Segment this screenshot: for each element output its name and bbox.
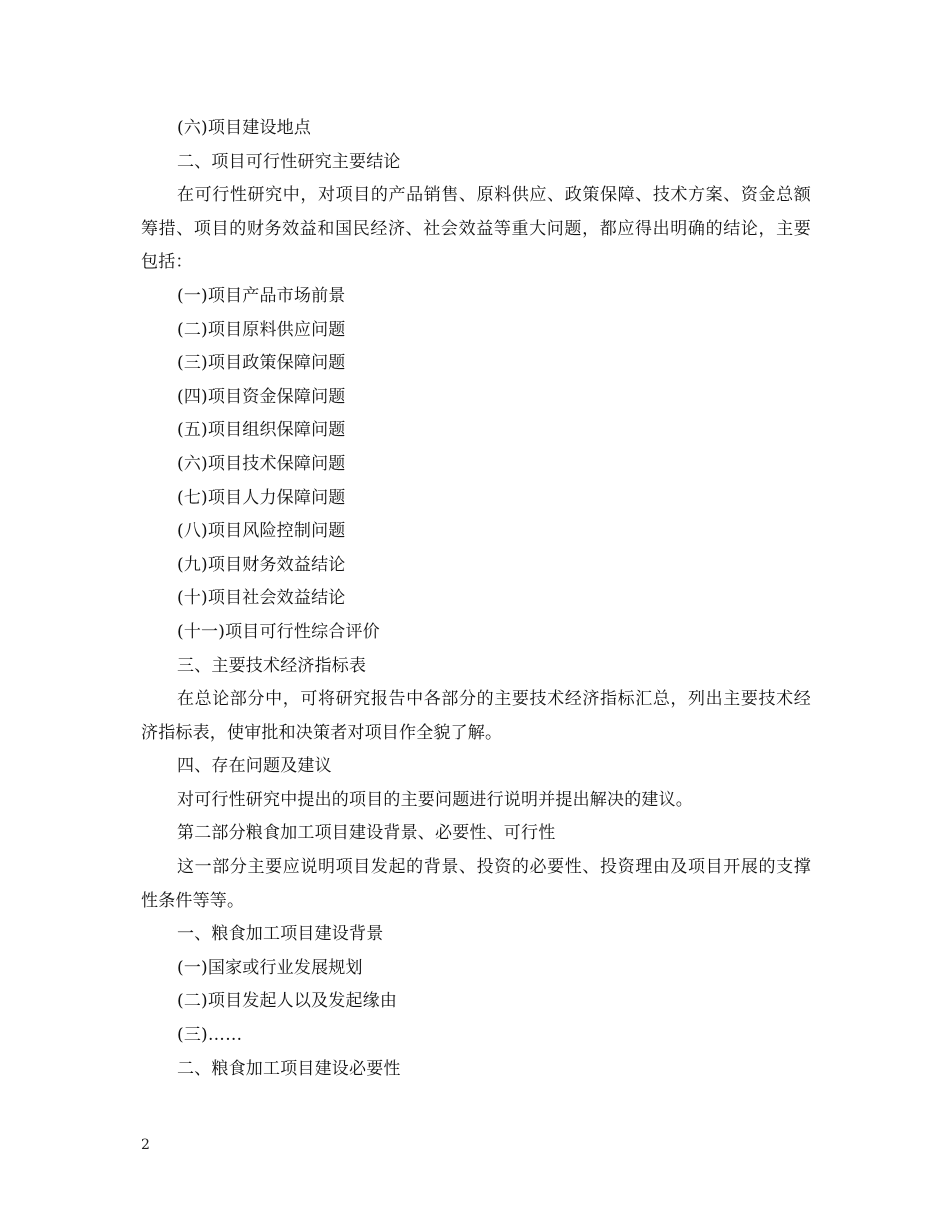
list-item: (一)项目产品市场前景	[177, 285, 346, 306]
section-heading: 三、主要技术经济指标表	[177, 655, 367, 676]
list-item: (八)项目风险控制问题	[177, 521, 346, 542]
list-item: (二)项目发起人以及发起缘由	[177, 991, 398, 1012]
paragraph: 这一部分主要应说明项目发起的背景、投资的必要性、投资理由及项目开展的支撑性条件等等。	[141, 857, 811, 911]
list-item: (一)国家或行业发展规划	[177, 957, 363, 978]
list-item: (三)……	[177, 1025, 243, 1046]
page-number: 2	[141, 1137, 150, 1153]
section-heading: 四、存在问题及建议	[177, 756, 332, 777]
paragraph: 对可行性研究中提出的项目的主要问题进行说明并提出解决的建议。	[177, 789, 693, 810]
section-heading: 二、粮食加工项目建设必要性	[177, 1058, 401, 1079]
list-item: (五)项目组织保障问题	[177, 420, 346, 441]
list-item: (六)项目技术保障问题	[177, 453, 346, 474]
document-body	[141, 112, 811, 1086]
list-item: (七)项目人力保障问题	[177, 487, 346, 508]
list-item: (十)项目社会效益结论	[177, 588, 346, 609]
list-item: (四)项目资金保障问题	[177, 386, 346, 407]
list-item: (二)项目原料供应问题	[177, 319, 346, 340]
paragraph: (六)项目建设地点	[177, 118, 312, 138]
paragraph: 在可行性研究中，对项目的产品销售、原料供应、政策保障、技术方案、资金总额筹措、项目的财务效益和国民经济、社会效益等重大问题，都应得出明确的结论，主要包括：	[141, 185, 811, 273]
part-heading: 第二部分粮食加工项目建设背景、必要性、可行性	[177, 823, 556, 844]
section-heading: 二、项目可行性研究主要结论	[177, 151, 401, 172]
list-item: (九)项目财务效益结论	[177, 554, 346, 575]
list-item: (三)项目政策保障问题	[177, 353, 346, 374]
section-heading: 一、粮食加工项目建设背景	[177, 924, 384, 945]
paragraph: 在总论部分中，可将研究报告中各部分的主要技术经济指标汇总，列出主要技术经济指标表，使审批和决策者对项目作全貌了解。	[141, 689, 811, 743]
list-item: (十一)项目可行性综合评价	[177, 621, 380, 642]
